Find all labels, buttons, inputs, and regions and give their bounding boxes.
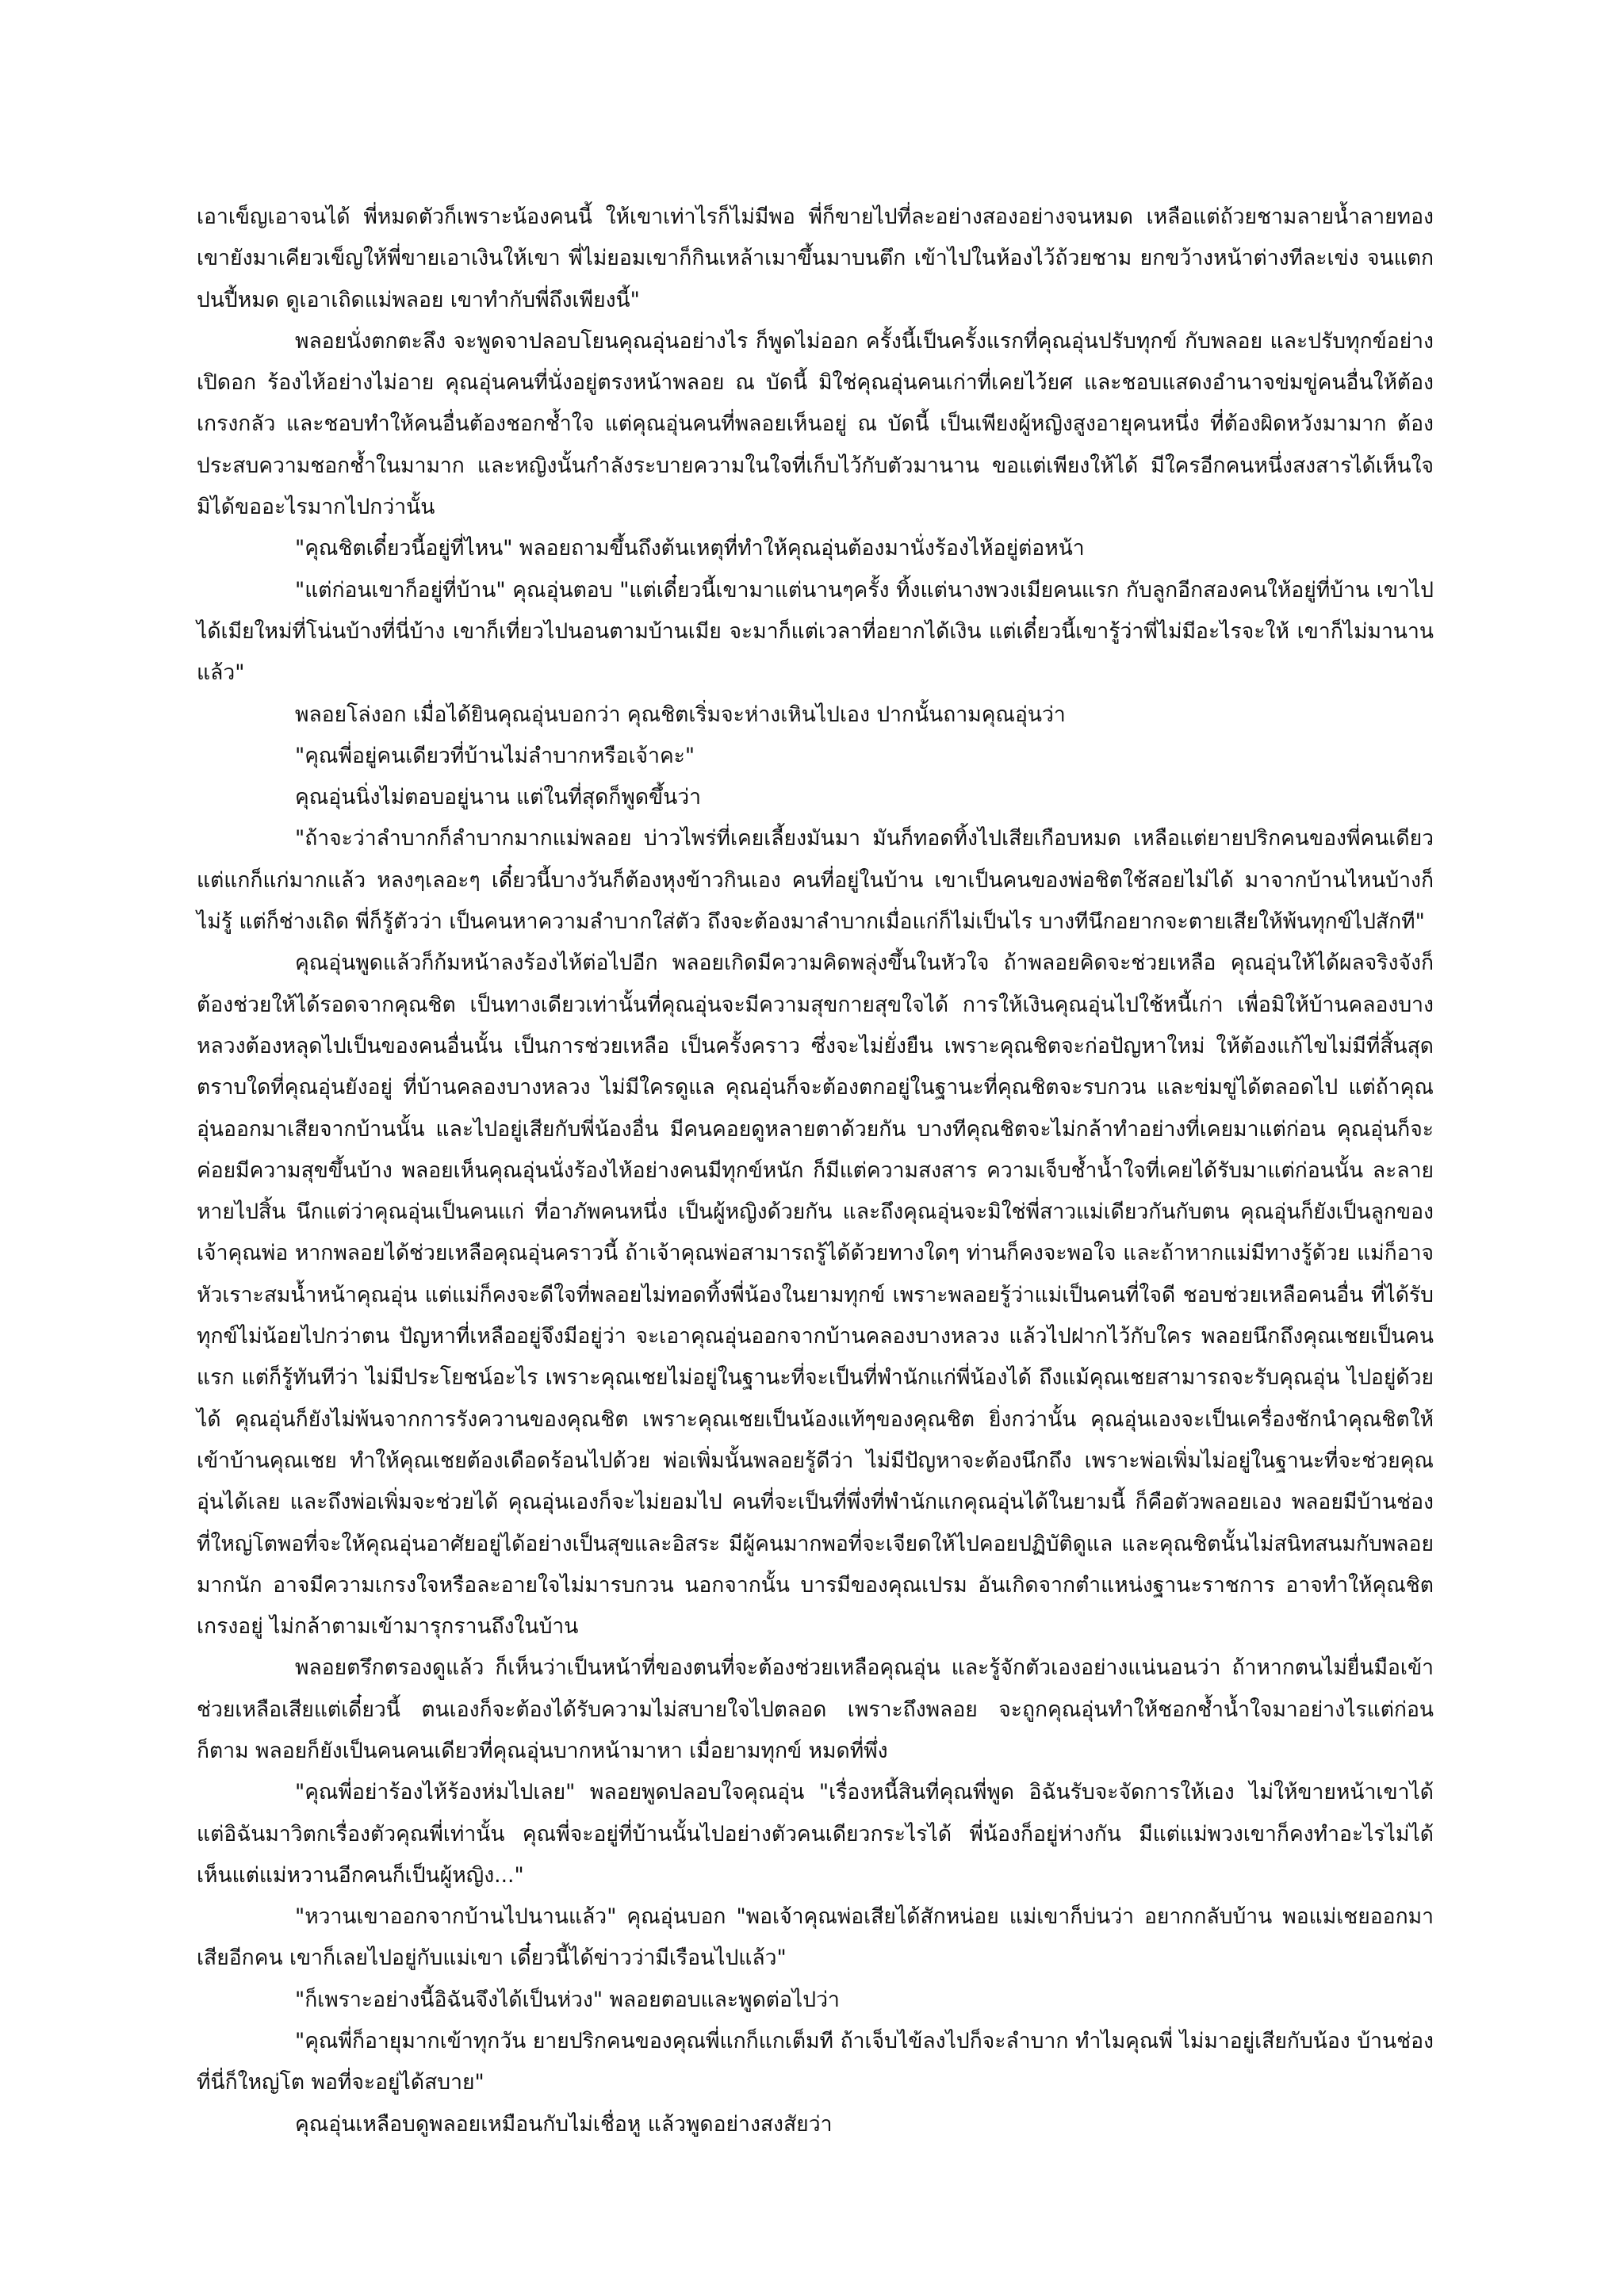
- paragraph: "ก็เพราะอย่างนี้อิฉันจึงได้เป็นห่วง" พลอยตอบและพูดต่อไปว่า: [295, 1987, 840, 2012]
- paragraph: "คุณพี่อยู่คนเดียวที่บ้านไม่ลำบากหรือเจ้าคะ": [295, 743, 695, 768]
- document-page: [197, 197, 1434, 2145]
- paragraph: "คุณพี่ก็อายุมากเข้าทุกวัน ยายปริกคนของคุณพี่แกก็แกเต็มที ถ้าเจ็บไข้ลงไปก็จะลำบาก ทำไมคุณพี่ ไม่มาอยู่เสียกับน้อง บ้านช่องที่นี่ก็ใหญ่โต พอที่จะอยู่ได้สบาย": [197, 2029, 1434, 2095]
- paragraph: คุณอุ่นนิ่งไม่ตอบอยู่นาน แต่ในที่สุดก็พูดขึ้นว่า: [295, 785, 702, 810]
- paragraph: พลอยตรึกตรองดูแล้ว ก็เห็นว่าเป็นหน้าที่ของตนที่จะต้องช่วยเหลือคุณอุ่น และรู้จักตัวเองอย่างแน่นอนว่า ถ้าหากตนไม่ยื่นมือเข้าช่วยเหลือเสียแต่เดี๋ยวนี้ ตนเองก็จะต้องได้รับความไม่สบายใจไปตลอด เพราะถึงพลอย จะถูกคุณอุ่นทำให้ชอกช้ำน้ำใจมาอย่างไรแต่ก่อนก็ตาม พลอยก็ยังเป็นคนคนเดียวที่คุณอุ่นบากหน้ามาหา เมื่อยามทุกข์ หมดที่พึ่ง: [197, 1655, 1434, 1763]
- paragraph: "คุณชิตเดี๋ยวนี้อยู่ที่ไหน" พลอยถามขึ้นถึงต้นเหตุที่ทำให้คุณอุ่นต้องมานั่งร้องไห้อยู่ต่อหน้า: [295, 536, 1085, 561]
- paragraph: "คุณพี่อย่าร้องไห้ร้องห่มไปเลย" พลอยพูดปลอบใจคุณอุ่น "เรื่องหนี้สินที่คุณพี่พูด อิฉันรับจะจัดการให้เอง ไม่ให้ขายหน้าเขาได้ แต่อิฉันมาวิตกเรื่องตัวคุณพี่เท่านั้น คุณพี่จะอยู่ที่บ้านนั้นไปอย่างตัวคนเดียวกระไรได้ พี่น้องก็อยู่ห่างกัน มีแต่แม่พวงเขาก็คงทำอะไรไม่ได้ เห็นแต่แม่หวานอีกคนก็เป็นผู้หญิง...": [197, 1780, 1434, 1888]
- paragraph: "แต่ก่อนเขาก็อยู่ที่บ้าน" คุณอุ่นตอบ "แต่เดี๋ยวนี้เขามาแต่นานๆครั้ง ทิ้งแต่นางพวงเมียคนแรก กับลูกอีกสองคนให้อยู่ที่บ้าน เขาไปได้เมียใหม่ที่โน่นบ้างที่นี่บ้าง เขาก็เที่ยวไปนอนตามบ้านเมีย จะมาก็แต่เวลาที่อยากได้เงิน แต่เดี๋ยวนี้เขารู้ว่าพี่ไม่มีอะไรจะให้ เขาก็ไม่มานานแล้ว": [197, 577, 1434, 686]
- paragraph: เอาเข็ญเอาจนได้ พี่หมดตัวก็เพราะน้องคนนี้ ให้เขาเท่าไรก็ไม่มีพอ พี่ก็ขายไปที่ละอย่างสองอย่างจนหมด เหลือแต่ถ้วยชามลายน้ำลายทอง เขายังมาเคียวเข็ญให้พี่ขายเอาเงินให้เขา พี่ไม่ยอมเขาก็กินเหล้าเมาขึ้นมาบนตึก เข้าไปในห้องไว้ถ้วยชาม ยกขว้างหน้าต่างทีละเข่ง จนแตกปนปี้หมด ดูเอาเถิดแม่พลอย เขาทำกับพี่ถึงเพียงนี้": [197, 205, 1434, 312]
- paragraph: "ถ้าจะว่าลำบากก็ลำบากมากแม่พลอย บ่าวไพร่ที่เคยเลี้ยงมันมา มันก็ทอดทิ้งไปเสียเกือบหมด เหลือแต่ยายปริกคนของพี่คนเดียว แต่แกก็แก่มากแล้ว หลงๆเลอะๆ เดี๋ยวนี้บางวันก็ต้องหุงข้าวกินเอง คนที่อยู่ในบ้าน เขาเป็นคนของพ่อชิตใช้สอยไม่ได้ มาจากบ้านไหนบ้างก็ไม่รู้ แต่ก็ช่างเถิด พี่ก็รู้ตัวว่า เป็นคนหาความลำบากใส่ตัว ถึงจะต้องมาลำบากเมื่อแก่ก็ไม่เป็นไร บางทีนึกอยากจะตายเสียให้พ้นทุกข์ไปสักที": [197, 826, 1434, 935]
- paragraph: พลอยนั่งตกตะลึง จะพูดจาปลอบโยนคุณอุ่นอย่างไร ก็พูดไม่ออก ครั้งนี้เป็นครั้งแรกที่คุณอุ่นปรับทุกข์ กับพลอย และปรับทุกข์อย่างเปิดอก ร้องไห้อย่างไม่อาย คุณอุ่นคนที่นั่งอยู่ตรงหน้าพลอย ณ บัดนี้ มิใช่คุณอุ่นคนเก่าที่เคยไว้ยศ และชอบแสดงอำนาจข่มขู่คนอื่นให้ต้องเกรงกลัว และชอบทำให้คนอื่นต้องชอกช้ำใจ แต่คุณอุ่นคนที่พลอยเห็นอยู่ ณ บัดนี้ เป็นเพียงผู้หญิงสูงอายุคนหนึ่ง ที่ต้องผิดหวังมามาก ต้องประสบความชอกช้ำในมามาก และหญิงนั้นกำลังระบายความในใจที่เก็บไว้กับตัวมานาน ขอแต่เพียงให้ได้ มีใครอีกคนหนึ่งสงสารได้เห็นใจ มิได้ขออะไรมากไปกว่านั้น: [197, 328, 1434, 520]
- paragraph: คุณอุ่นพูดแล้วก็ก้มหน้าลงร้องไห้ต่อไปอีก พลอยเกิดมีความคิดพลุ่งขึ้นในหัวใจ ถ้าพลอยคิดจะช่วยเหลือ คุณอุ่นให้ได้ผลจริงจังก็ต้องช่วยให้ได้รอดจากคุณชิต เป็นทางเดียวเท่านั้นที่คุณอุ่นจะมีความสุขกายสุขใจได้ การให้เงินคุณอุ่นไปใช้หนี้เก่า เพื่อมิให้บ้านคลองบางหลวงต้องหลุดไปเป็นของคนอื่นนั้น เป็นการช่วยเหลือ เป็นครั้งคราว ซึ่งจะไม่ยั่งยืน เพราะคุณชิตจะก่อปัญหาใหม่ ให้ต้องแก้ไขไม่มีที่สิ้นสุด ตราบใดที่คุณอุ่นยังอยู่ ที่บ้านคลองบางหลวง ไม่มีใครดูแล คุณอุ่นก็จะต้องตกอยู่ในฐานะที่คุณชิตจะรบกวน และข่มขู่ได้ตลอดไป แต่ถ้าคุณอุ่นออกมาเสียจากบ้านนั้น และไปอยู่เสียกับพี่น้องอื่น มีคนคอยดูหลายตาด้วยกัน บางทีคุณชิตจะไม่กล้าทำอย่างที่เคยมาแต่ก่อน คุณอุ่นก็จะค่อยมีความสุขขึ้นบ้าง พลอยเห็นคุณอุ่นนั่งร้องไห้อย่างคนมีทุกข์หนัก ก็มีแต่ความสงสาร ความเจ็บช้ำน้ำใจที่เคยได้รับมาแต่ก่อนนั้น ละลายหายไปสิ้น นึกแต่ว่าคุณอุ่นเป็นคนแก่ ที่อาภัพคนหนึ่ง เป็นผู้หญิงด้วยกัน และถึงคุณอุ่นจะมิใช่พี่สาวแม่เดียวกันกับตน คุณอุ่นก็ยังเป็นลูกของเจ้าคุณพ่อ หากพลอยได้ช่วยเหลือคุณอุ่นคราวนี้ ถ้าเจ้าคุณพ่อสามารถรู้ได้ด้วยทางใดๆ ท่านก็คงจะพอใจ และถ้าหากแม่มีทางรู้ด้วย แม่ก็อาจหัวเราะสมน้ำหน้าคุณอุ่น แต่แม่ก็คงจะดีใจที่พลอยไม่ทอดทิ้งพี่น้องในยามทุกข์ เพราะพลอยรู้ว่าแม่เป็นคนที่ใจดี ชอบช่วยเหลือคนอื่น ที่ได้รับทุกข์ไม่น้อยไปกว่าตน ปัญหาที่เหลืออยู่จึงมีอยู่ว่า จะเอาคุณอุ่นออกจากบ้านคลองบางหลวง แล้วไปฝากไว้กับใคร พลอยนึกถึงคุณเชยเป็นคนแรก แต่ก็รู้ทันทีว่า ไม่มีประโยชน์อะไร เพราะคุณเชยไม่อยู่ในฐานะที่จะเป็นที่พำนักแก่พี่น้องได้ ถึงแม้คุณเชยสามารถจะรับคุณอุ่น ไปอยู่ด้วยได้ คุณอุ่นก็ยังไม่พ้นจากการรังควานของคุณชิต เพราะคุณเชยเป็นน้องแท้ๆของคุณชิต ยิ่งกว่านั้น คุณอุ่นเองจะเป็นเครื่องชักนำคุณชิตให้เข้าบ้านคุณเชย ทำให้คุณเชยต้องเดือดร้อนไปด้วย พ่อเพิ่มนั้นพลอยรู้ดีว่า ไม่มีปัญหาจะต้องนึกถึง เพราะพ่อเพิ่มไม่อยู่ในฐานะที่จะช่วยคุณอุ่นได้เลย และถึงพ่อเพิ่มจะช่วยได้ คุณอุ่นเองก็จะไม่ยอมไป คนที่จะเป็นที่พึ่งที่พำนักแกคุณอุ่นได้ในยามนี้ ก็คือตัวพลอยเอง พลอยมีบ้านช่อง ที่ใหญ่โตพอที่จะให้คุณอุ่นอาศัยอยู่ได้อย่างเป็นสุขและอิสระ มีผู้คนมากพอที่จะเจียดให้ไปคอยปฏิบัติดูแล และคุณชิตนั้นไม่สนิทสนมกับพลอยมากนัก อาจมีความเกรงใจหรือละอายใจไม่มารบกวน นอกจากนั้น บารมีของคุณเปรม อันเกิดจากตำแหน่งฐานะราชการ อาจทำให้คุณชิตเกรงอยู่ ไม่กล้าตามเข้ามารุกรานถึงในบ้าน: [197, 951, 1434, 1640]
- paragraph: คุณอุ่นเหลือบดูพลอยเหมือนกับไม่เชื่อหู แล้วพูดอย่างสงสัยว่า: [295, 2111, 833, 2137]
- paragraph: พลอยโล่งอก เมื่อได้ยินคุณอุ่นบอกว่า คุณชิตเริ่มจะห่างเหินไปเอง ปากนั้นถามคุณอุ่นว่า: [295, 702, 1066, 727]
- paragraph: "หวานเขาออกจากบ้านไปนานแล้ว" คุณอุ่นบอก "พอเจ้าคุณพ่อเสียได้สักหน่อย แม่เขาก็บ่นว่า อยากกลับบ้าน พอแม่เชยออกมาเสียอีกคน เขาก็เลยไปอยู่กับแม่เขา เดี๋ยวนี้ได้ข่าวว่ามีเรือนไปแล้ว": [197, 1904, 1434, 1971]
